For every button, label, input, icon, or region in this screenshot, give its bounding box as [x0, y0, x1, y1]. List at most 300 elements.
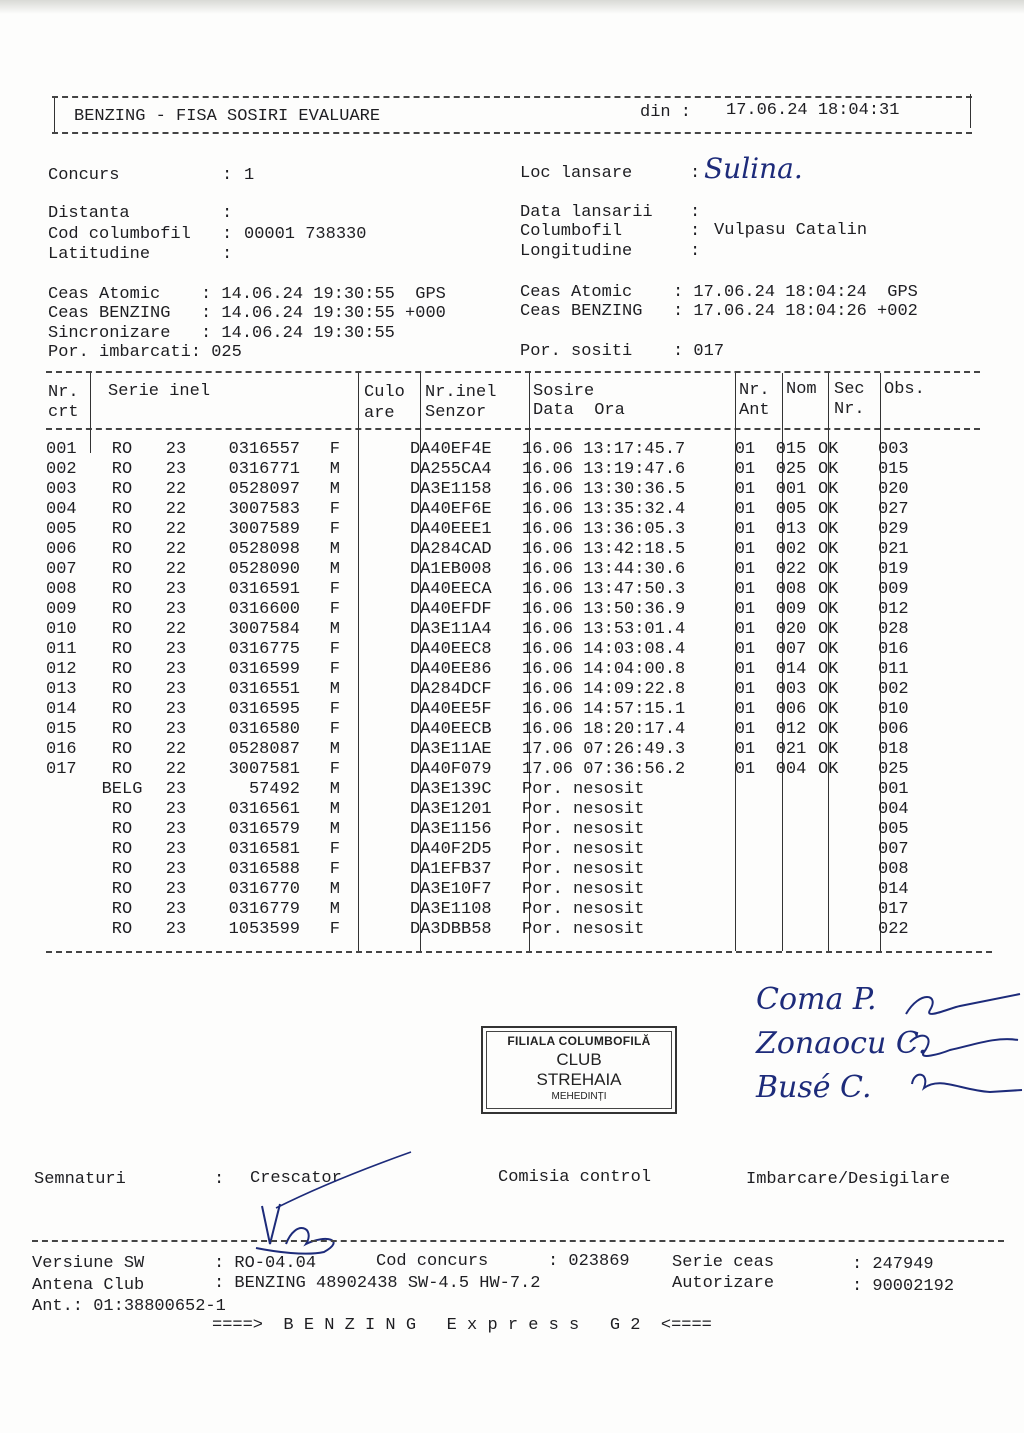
- sep-columbofil: :: [690, 222, 701, 241]
- row-sex: F: [329, 840, 340, 859]
- row-arrival: Por. nesosit: [522, 840, 645, 859]
- row-ring-number: 0316551: [228, 680, 300, 699]
- row-antenna: 01: [734, 720, 756, 739]
- row-antenna: [722, 840, 768, 860]
- footer-serie-value: : 247949: [852, 1255, 934, 1274]
- row-sex: M: [329, 560, 340, 579]
- row-nom: 012: [775, 720, 807, 739]
- row-country: RO: [111, 700, 133, 719]
- row-antenna: [722, 880, 768, 900]
- row-sensor: DA40EF4E: [410, 440, 492, 459]
- row-ring-number: 0316591: [228, 580, 300, 599]
- table-row: [46, 820, 948, 840]
- footer-cod-label: Cod concurs: [376, 1252, 489, 1271]
- row-sensor: DA3E1108: [410, 900, 492, 919]
- footer-sw-label: Versiune SW: [32, 1254, 145, 1273]
- row-arrival: 16.06 13:19:47.6: [522, 460, 686, 479]
- page-title: BENZING - FISA SOSIRI EVALUARE: [74, 107, 381, 126]
- row-country: RO: [111, 620, 133, 639]
- row-sensor: DA40F079: [410, 760, 492, 779]
- signature-imbarcare-label: Imbarcare/Desigilare: [746, 1170, 951, 1189]
- row-obs: 009: [878, 580, 909, 599]
- row-nr: 014: [46, 700, 77, 719]
- row-obs: 006: [878, 720, 909, 739]
- row-color: [346, 640, 404, 660]
- row-sensor: DA40EE86: [410, 660, 492, 679]
- row-ring-number: 3007581: [228, 760, 300, 779]
- row-year: 23: [165, 440, 187, 459]
- row-sec: OK: [818, 600, 839, 619]
- row-nom: 021: [775, 740, 807, 759]
- row-antenna: 01: [734, 500, 756, 519]
- row-arrival: 16.06 13:53:01.4: [522, 620, 686, 639]
- row-sec: OK: [818, 580, 839, 599]
- row-color: [346, 540, 404, 560]
- signature-comisia-label: Comisia control: [498, 1168, 652, 1187]
- row-antenna: 01: [734, 640, 756, 659]
- row-sensor: DA1EB008: [410, 560, 492, 579]
- table-row: [46, 740, 948, 760]
- row-arrival: 16.06 13:30:36.5: [522, 480, 686, 499]
- row-color: [346, 660, 404, 680]
- th-sosire-2: Data Ora: [533, 401, 625, 420]
- row-nom: [768, 800, 814, 820]
- row-sec: OK: [818, 620, 839, 639]
- row-sec: [814, 820, 868, 840]
- row-sec: OK: [818, 500, 839, 519]
- row-nr: 012: [46, 660, 77, 679]
- th-culoare-2: are: [364, 404, 395, 423]
- row-nr: [46, 780, 88, 800]
- row-nom: 002: [775, 540, 807, 559]
- row-sex: F: [329, 860, 340, 879]
- row-year: 23: [165, 460, 187, 479]
- row-arrival: 17.06 07:36:56.2: [522, 760, 686, 779]
- row-sex: F: [329, 580, 340, 599]
- sep-longitudine: :: [690, 242, 701, 261]
- row-year: 23: [165, 780, 187, 799]
- row-sex: M: [329, 540, 340, 559]
- row-antenna: 01: [734, 440, 756, 459]
- footer-autorizare-value: : 90002192: [852, 1277, 955, 1296]
- row-country: RO: [111, 540, 133, 559]
- row-color: [346, 620, 404, 640]
- row-sensor: DA1EFB37: [410, 860, 492, 879]
- row-country: RO: [111, 760, 133, 779]
- row-color: [346, 740, 404, 760]
- row-color: [346, 840, 404, 860]
- row-antenna: 01: [734, 460, 756, 479]
- row-antenna: 01: [734, 480, 756, 499]
- row-year: 23: [165, 860, 187, 879]
- row-sec: OK: [818, 660, 839, 679]
- th-ant-2: Ant: [739, 401, 770, 420]
- stamp-line-4: MEHEDINȚI: [551, 1091, 607, 1102]
- row-obs: 003: [878, 440, 909, 459]
- row-ring-number: 0316579: [228, 820, 300, 839]
- table-row: [46, 660, 948, 680]
- pigeons-arrived: Por. sositi : 017: [520, 342, 725, 361]
- row-ring-number: 3007584: [228, 620, 300, 639]
- row-nr: 008: [46, 580, 77, 599]
- row-ring-number: 3007583: [228, 500, 300, 519]
- row-country: RO: [111, 460, 133, 479]
- row-sensor: DA3E1201: [410, 800, 492, 819]
- row-sensor: DA40EECB: [410, 720, 492, 739]
- row-country: RO: [111, 440, 133, 459]
- row-nr: 013: [46, 680, 77, 699]
- row-sensor: DA40EFDF: [410, 600, 492, 619]
- row-obs: 012: [878, 600, 909, 619]
- header-border-left: [54, 98, 55, 132]
- row-arrival: Por. nesosit: [522, 920, 645, 939]
- row-ring-number: 0316599: [228, 660, 300, 679]
- row-country: RO: [111, 500, 133, 519]
- row-obs: 029: [878, 520, 909, 539]
- row-color: [346, 480, 404, 500]
- row-nom: [768, 780, 814, 800]
- th-nr: Nr.: [48, 383, 79, 402]
- signatures-label: Semnaturi: [34, 1170, 126, 1189]
- row-ring-number: 0316581: [228, 840, 300, 859]
- row-obs: 016: [878, 640, 909, 659]
- row-sec: OK: [818, 760, 839, 779]
- clock-left-atomic: Ceas Atomic : 14.06.24 19:30:55 GPS: [48, 285, 446, 304]
- row-color: [346, 580, 404, 600]
- row-arrival: 17.06 07:26:49.3: [522, 740, 686, 759]
- row-color: [346, 600, 404, 620]
- table-row: [46, 520, 948, 540]
- row-sensor: DA3E11AE: [410, 740, 492, 759]
- row-arrival: 16.06 18:20:17.4: [522, 720, 686, 739]
- row-year: 23: [165, 660, 187, 679]
- row-ring-number: 1053599: [228, 920, 300, 939]
- row-nr: [46, 920, 88, 940]
- row-antenna: [722, 780, 768, 800]
- th-serie-inel: Serie inel: [108, 382, 211, 401]
- date-label: din :: [640, 103, 692, 122]
- table-row: [46, 620, 948, 640]
- footer-brand: ====> B E N Z I N G E x p r e s s G 2 <====: [212, 1316, 712, 1335]
- row-country: RO: [111, 680, 133, 699]
- clock-left-benzing: Ceas BENZING : 14.06.24 19:30:55 +000: [48, 304, 446, 323]
- row-nom: 001: [775, 480, 807, 499]
- row-arrival: 16.06 13:50:36.9: [522, 600, 686, 619]
- row-arrival: 16.06 13:17:45.7: [522, 440, 686, 459]
- footer-antena-value: : BENZING 48902438 SW-4.5 HW-7.2: [214, 1274, 541, 1293]
- row-obs: 022: [878, 920, 909, 939]
- row-sec: OK: [818, 440, 839, 459]
- row-sensor: DA40EEC8: [410, 640, 492, 659]
- row-nom: 009: [775, 600, 807, 619]
- row-ring-number: 0528087: [228, 740, 300, 759]
- row-color: [346, 820, 404, 840]
- row-nr: 016: [46, 740, 77, 759]
- row-ring-number: 0528098: [228, 540, 300, 559]
- row-sec: OK: [818, 680, 839, 699]
- row-nom: 007: [775, 640, 807, 659]
- club-stamp: [481, 1026, 677, 1114]
- arrivals-table-body: [46, 440, 948, 940]
- row-country: RO: [111, 900, 133, 919]
- row-color: [346, 560, 404, 580]
- row-arrival: 16.06 13:44:30.6: [522, 560, 686, 579]
- th-crt: crt: [48, 403, 79, 422]
- row-sex: M: [329, 740, 340, 759]
- th-sosire-1: Sosire: [533, 382, 595, 401]
- pigeons-basketed: Por. imbarcati: 025: [48, 343, 242, 362]
- row-nr: [46, 900, 88, 920]
- row-arrival: 16.06 14:03:08.4: [522, 640, 686, 659]
- row-sex: F: [329, 500, 340, 519]
- row-nr: 011: [46, 640, 77, 659]
- row-nom: 013: [775, 520, 807, 539]
- row-nom: 006: [775, 700, 807, 719]
- row-sex: M: [329, 460, 340, 479]
- row-antenna: 01: [734, 560, 756, 579]
- row-country: RO: [111, 640, 133, 659]
- row-nom: 004: [775, 760, 807, 779]
- table-row: [46, 860, 948, 880]
- row-country: RO: [111, 720, 133, 739]
- row-nr: 017: [46, 760, 77, 779]
- row-antenna: 01: [734, 600, 756, 619]
- table-row: [46, 680, 948, 700]
- row-obs: 005: [878, 820, 909, 839]
- row-year: 23: [165, 800, 187, 819]
- label-loc-lansare: Loc lansare: [520, 164, 633, 183]
- row-antenna: [722, 800, 768, 820]
- row-arrival: 16.06 13:36:05.3: [522, 520, 686, 539]
- row-antenna: 01: [734, 760, 756, 779]
- table-row: [46, 560, 948, 580]
- row-ring-number: 0316770: [228, 880, 300, 899]
- row-antenna: [722, 900, 768, 920]
- row-ring-number: 0316600: [228, 600, 300, 619]
- table-row: [46, 720, 948, 740]
- sep-loc: :: [690, 164, 701, 183]
- row-sensor: DA255CA4: [410, 460, 492, 479]
- row-sec: [814, 900, 868, 920]
- table-row: [46, 920, 948, 940]
- row-sensor: DA3DBB58: [410, 920, 492, 939]
- table-row: [46, 880, 948, 900]
- row-sensor: DA3E11A4: [410, 620, 492, 639]
- row-antenna: 01: [734, 740, 756, 759]
- row-sec: OK: [818, 720, 839, 739]
- row-obs: 020: [878, 480, 909, 499]
- row-country: RO: [111, 840, 133, 859]
- table-row: [46, 440, 948, 460]
- row-nr: 003: [46, 480, 77, 499]
- row-sec: OK: [818, 740, 839, 759]
- stamp-line-2: CLUB: [556, 1050, 602, 1069]
- row-ring-number: 57492: [248, 780, 300, 799]
- commission-name-2: Zonaocu C.: [756, 1026, 928, 1061]
- row-sensor: DA3E139C: [410, 780, 492, 799]
- row-sec: OK: [818, 460, 839, 479]
- row-nom: 015: [775, 440, 807, 459]
- row-year: 22: [165, 500, 187, 519]
- row-antenna: 01: [734, 680, 756, 699]
- row-nom: 014: [775, 660, 807, 679]
- header-border-top: [52, 96, 972, 98]
- row-antenna: [722, 860, 768, 880]
- row-ring-number: 0316779: [228, 900, 300, 919]
- row-nr: 015: [46, 720, 77, 739]
- table-row: [46, 760, 948, 780]
- row-nr: [46, 880, 88, 900]
- row-nr: 002: [46, 460, 77, 479]
- value-concurs: 1: [244, 166, 255, 185]
- row-sex: F: [329, 720, 340, 739]
- row-nr: 005: [46, 520, 77, 539]
- row-sensor: DA284CAD: [410, 540, 492, 559]
- row-color: [346, 720, 404, 740]
- row-sec: OK: [818, 540, 839, 559]
- row-sex: M: [329, 820, 340, 839]
- label-latitudine: Latitudine: [48, 245, 151, 264]
- table-row: [46, 700, 948, 720]
- row-nom: [768, 920, 814, 940]
- row-antenna: 01: [734, 660, 756, 679]
- table-row: [46, 460, 948, 480]
- row-color: [346, 860, 404, 880]
- row-country: RO: [111, 580, 133, 599]
- table-row: [46, 600, 948, 620]
- row-nr: 004: [46, 500, 77, 519]
- row-sensor: DA40EE5F: [410, 700, 492, 719]
- label-longitudine: Longitudine: [520, 242, 633, 261]
- row-color: [346, 800, 404, 820]
- row-sec: [814, 920, 868, 940]
- row-nom: 025: [775, 460, 807, 479]
- table-border-top: [46, 371, 980, 373]
- row-nr: 009: [46, 600, 77, 619]
- stamp-line-3: STREHAIA: [536, 1070, 622, 1089]
- row-sex: M: [329, 900, 340, 919]
- row-obs: 007: [878, 840, 909, 859]
- footer-serie-label: Serie ceas: [672, 1253, 775, 1272]
- row-nom: 003: [775, 680, 807, 699]
- row-obs: 014: [878, 880, 909, 899]
- row-year: 22: [165, 740, 187, 759]
- row-color: [346, 460, 404, 480]
- row-sex: F: [329, 600, 340, 619]
- row-nr: 007: [46, 560, 77, 579]
- row-year: 22: [165, 560, 187, 579]
- row-color: [346, 880, 404, 900]
- row-year: 23: [165, 920, 187, 939]
- commission-name-1: Coma P.: [756, 982, 877, 1017]
- row-nom: 008: [775, 580, 807, 599]
- row-ring-number: 0316588: [228, 860, 300, 879]
- row-sensor: DA40F2D5: [410, 840, 492, 859]
- row-obs: 019: [878, 560, 909, 579]
- row-obs: 001: [878, 780, 909, 799]
- row-ring-number: 0528097: [228, 480, 300, 499]
- row-nom: [768, 880, 814, 900]
- row-antenna: 01: [734, 520, 756, 539]
- row-arrival: 16.06 13:42:18.5: [522, 540, 686, 559]
- date-value: 17.06.24 18:04:31: [726, 101, 900, 120]
- row-antenna: 01: [734, 620, 756, 639]
- row-sensor: DA40EF6E: [410, 500, 492, 519]
- value-columbofil: Vulpasu Catalin: [714, 221, 868, 240]
- row-obs: 027: [878, 500, 909, 519]
- row-country: RO: [111, 740, 133, 759]
- row-sensor: DA40EEE1: [410, 520, 492, 539]
- row-ring-number: 3007589: [228, 520, 300, 539]
- row-ring-number: 0528090: [228, 560, 300, 579]
- row-sec: OK: [818, 640, 839, 659]
- row-year: 22: [165, 540, 187, 559]
- row-sensor: DA3E1158: [410, 480, 492, 499]
- row-year: 22: [165, 520, 187, 539]
- row-obs: 018: [878, 740, 909, 759]
- label-columbofil: Columbofil: [520, 222, 623, 241]
- row-year: 22: [165, 480, 187, 499]
- clock-right-atomic: Ceas Atomic : 17.06.24 18:04:24 GPS: [520, 283, 918, 302]
- row-country: RO: [111, 880, 133, 899]
- table-row: [46, 500, 948, 520]
- sep-concurs: :: [222, 166, 233, 185]
- row-year: 23: [165, 640, 187, 659]
- footer-autorizare-label: Autorizare: [672, 1274, 775, 1293]
- row-country: RO: [111, 600, 133, 619]
- row-country: RO: [111, 860, 133, 879]
- row-arrival: Por. nesosit: [522, 820, 645, 839]
- th-obs: Obs.: [884, 380, 925, 399]
- row-arrival: Por. nesosit: [522, 860, 645, 879]
- table-row: [46, 480, 948, 500]
- row-color: [346, 440, 404, 460]
- row-year: 23: [165, 900, 187, 919]
- label-data-lansarii: Data lansarii: [520, 203, 653, 222]
- table-row: [46, 540, 948, 560]
- row-country: RO: [111, 520, 133, 539]
- row-obs: 010: [878, 700, 909, 719]
- row-antenna: 01: [734, 580, 756, 599]
- row-sec: [814, 840, 868, 860]
- row-ring-number: 0316561: [228, 800, 300, 819]
- th-culoare-1: Culo: [364, 383, 405, 402]
- row-sec: OK: [818, 560, 839, 579]
- row-sec: OK: [818, 480, 839, 499]
- row-color: [346, 900, 404, 920]
- th-senzor-2: Senzor: [425, 403, 487, 422]
- row-sex: F: [329, 640, 340, 659]
- row-sensor: DA40EECA: [410, 580, 492, 599]
- row-nom: 022: [775, 560, 807, 579]
- row-color: [346, 500, 404, 520]
- label-concurs: Concurs: [48, 166, 120, 185]
- row-color: [346, 520, 404, 540]
- row-nom: [768, 860, 814, 880]
- table-border-bottom: [46, 951, 992, 953]
- label-cod-columbofil: Cod columbofil: [48, 225, 191, 244]
- row-sex: M: [329, 800, 340, 819]
- row-ring-number: 0316557: [228, 440, 300, 459]
- row-antenna: 01: [734, 540, 756, 559]
- row-ring-number: 0316775: [228, 640, 300, 659]
- row-year: 23: [165, 700, 187, 719]
- row-sex: F: [329, 440, 340, 459]
- row-year: 23: [165, 720, 187, 739]
- row-sex: F: [329, 520, 340, 539]
- footer-cod-value: : 023869: [548, 1252, 630, 1271]
- row-country: RO: [111, 560, 133, 579]
